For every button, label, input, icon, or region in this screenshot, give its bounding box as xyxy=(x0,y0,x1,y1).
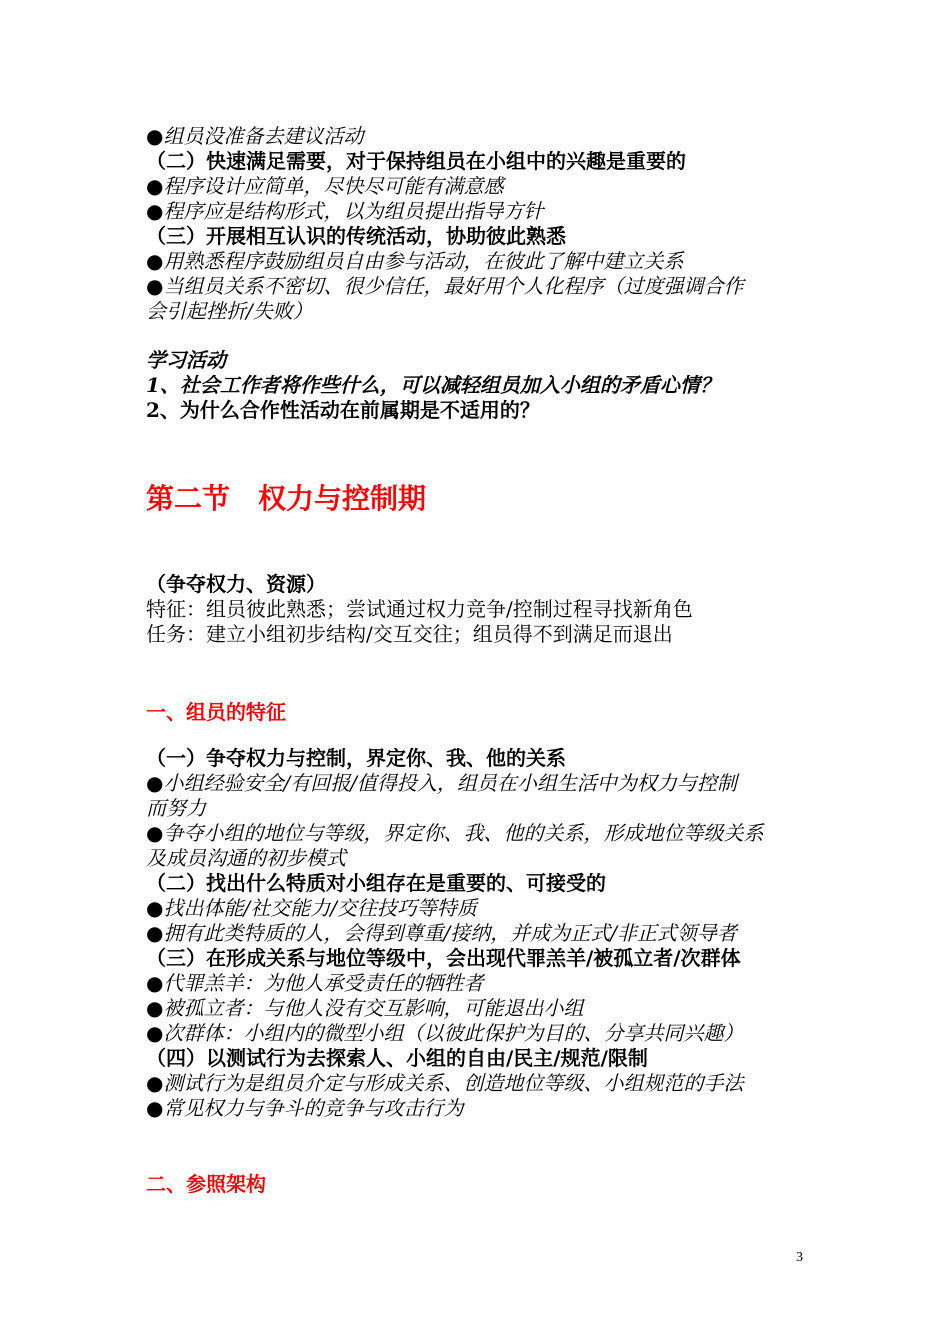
subheading: （三）在形成关系与地位等级中，会出现代罪羔羊/被孤立者/次群体 xyxy=(146,946,741,970)
bullet-line: ●程序应是结构形式，以为组员提出指导方针 xyxy=(146,199,544,223)
bullet-line: ●当组员关系不密切、很少信任，最好用个人化程序（过度强调合作 xyxy=(146,274,744,298)
bullet-line: ●代罪羔羊：为他人承受责任的牺牲者 xyxy=(146,971,484,995)
bullet-line: ●争夺小组的地位与等级，界定你、我、他的关系，形成地位等级关系 xyxy=(146,821,764,845)
section-feature: 特征：组员彼此熟悉；尝试通过权力竞争/控制过程寻找新角色 xyxy=(146,597,693,621)
bullet-line: ●次群体：小组内的微型小组（以彼此保护为目的、分享共同兴趣） xyxy=(146,1021,744,1045)
subheading: （二）快速满足需要，对于保持组员在小组中的兴趣是重要的 xyxy=(146,149,686,173)
subheading: （四）以测试行为去探索人、小组的自由/民主/规范/限制 xyxy=(146,1046,648,1070)
bullet-line: ●找出体能/社交能力/交往技巧等特质 xyxy=(146,896,477,920)
page-number: 3 xyxy=(796,1250,803,1265)
bullet-line: ●测试行为是组员介定与形成关系、创造地位等级、小组规范的手法 xyxy=(146,1071,744,1095)
learning-question: 2、为什么合作性活动在前属期是不适用的？ xyxy=(146,398,540,422)
section-title: 第二节 权力与控制期 xyxy=(146,482,427,515)
bullet-line: ●组员没准备去建议活动 xyxy=(146,124,364,148)
bullet-line: ●拥有此类特质的人，会得到尊重/接纳，并成为正式/非正式领导者 xyxy=(146,921,737,945)
subheading: （三）开展相互认识的传统活动，协助彼此熟悉 xyxy=(146,224,566,248)
learning-question: 1、社会工作者将作些什么，可以减轻组员加入小组的矛盾心情？ xyxy=(146,373,720,397)
bullet-line: ●用熟悉程序鼓励组员自由参与活动，在彼此了解中建立关系 xyxy=(146,249,684,273)
section-subtitle: （争夺权力、资源） xyxy=(146,572,326,596)
part1-heading: 一、组员的特征 xyxy=(146,700,286,724)
part2-heading: 二、参照架构 xyxy=(146,1172,266,1196)
bullet-line: ●常见权力与争斗的竞争与攻击行为 xyxy=(146,1096,464,1120)
section-task: 任务：建立小组初步结构/交互交往；组员得不到满足而退出 xyxy=(146,622,673,646)
bullet-line: ●被孤立者：与他人没有交互影响，可能退出小组 xyxy=(146,996,584,1020)
bullet-line-continued: 及成员沟通的初步模式 xyxy=(146,846,346,870)
bullet-line-continued: 会引起挫折/失败） xyxy=(146,299,313,323)
subheading: （二）找出什么特质对小组存在是重要的、可接受的 xyxy=(146,871,606,895)
learning-activity-heading: 学习活动 xyxy=(146,348,226,372)
bullet-line-continued: 而努力 xyxy=(146,796,206,820)
bullet-line: ●程序设计应简单，尽快尽可能有满意感 xyxy=(146,174,504,198)
bullet-line: ●小组经验安全/有回报/值得投入，组员在小组生活中为权力与控制 xyxy=(146,771,737,795)
subheading: （一）争夺权力与控制，界定你、我、他的关系 xyxy=(146,746,566,770)
